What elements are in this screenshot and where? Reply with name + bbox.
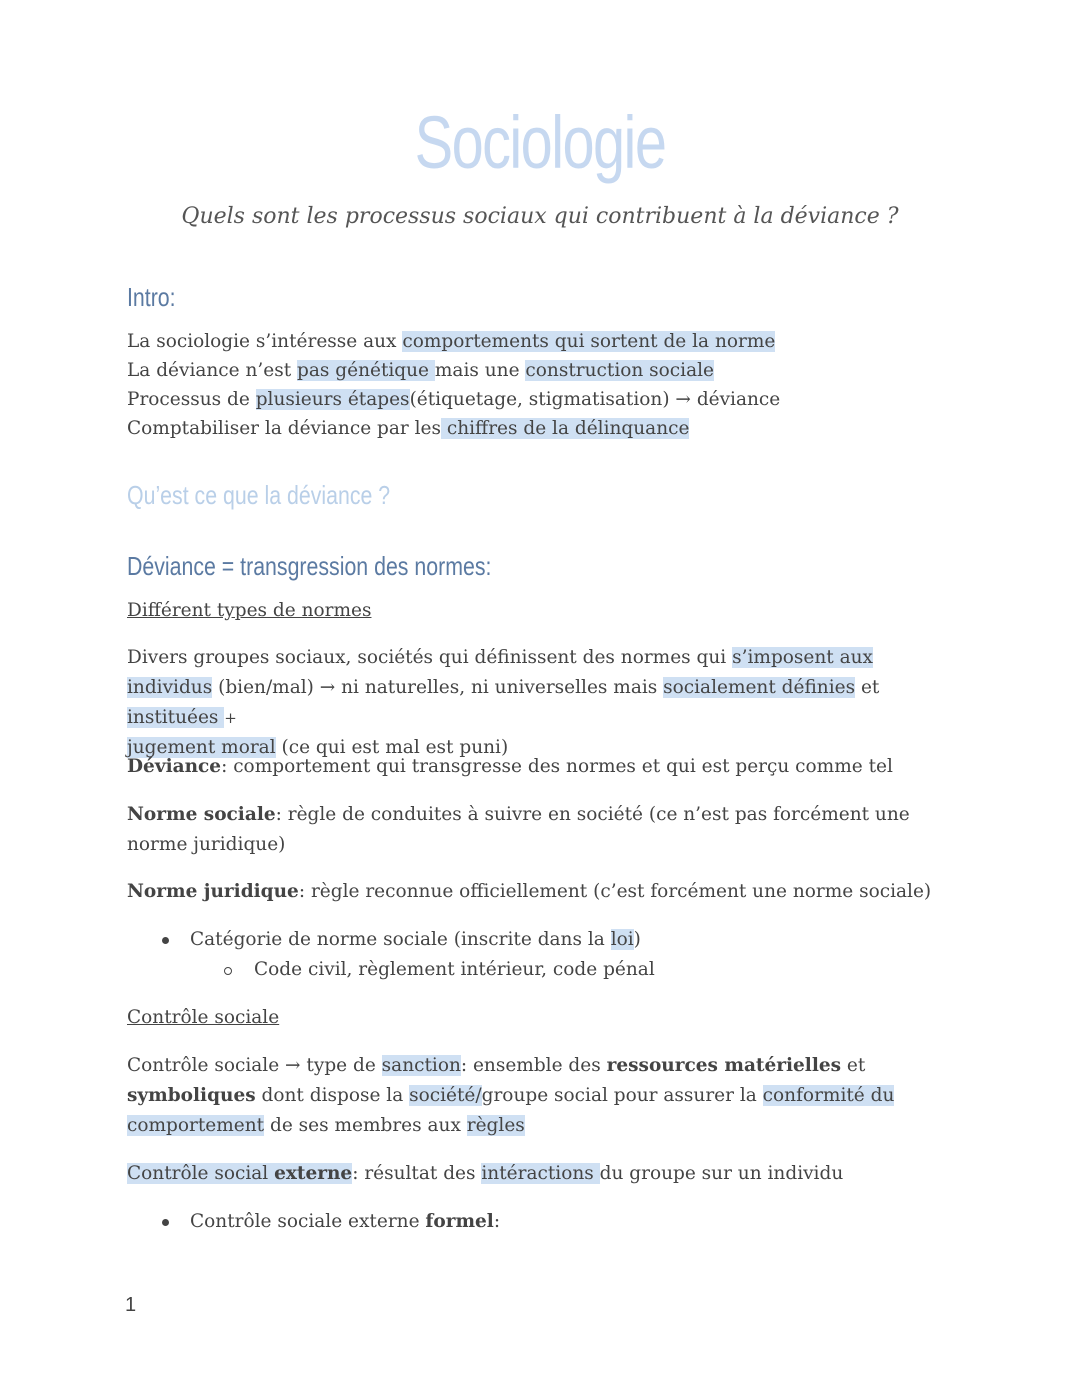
bold-text: formel: [425, 1211, 494, 1232]
types-subheading: Différent types de normes: [127, 600, 372, 621]
bold-text: symboliques: [127, 1085, 256, 1106]
text: Comptabiliser la déviance par les: [127, 418, 441, 439]
text: +: [224, 709, 237, 727]
text: Divers groupes sociaux, sociétés qui définissent des normes qui: [127, 647, 733, 668]
text: du groupe sur un individu: [599, 1163, 844, 1184]
highlight: comportements qui sortent de la norme: [402, 331, 776, 352]
text: Catégorie de norme sociale (inscrite dans la: [190, 929, 611, 950]
bullet-list: [190, 1207, 500, 1237]
text: : résultat des: [352, 1163, 482, 1184]
text: (étiquetage, stigmatisation) → déviance: [409, 389, 781, 410]
types-paragraph: [127, 643, 957, 763]
text: :: [493, 1211, 501, 1232]
list-item: [254, 955, 655, 985]
sub-bullet-list: [254, 955, 655, 985]
section-heading: Qu’est ce que la déviance ?: [127, 480, 391, 510]
intro-line-1: [127, 327, 957, 356]
text: de ses membres aux: [264, 1115, 467, 1136]
deviance-heading: Déviance = transgression des normes:: [127, 551, 492, 581]
circle-bullet-icon: [224, 967, 232, 975]
text: La déviance n’est: [127, 360, 298, 381]
highlight: socialement définies: [663, 677, 856, 698]
highlight: pas génétique: [297, 360, 435, 381]
text: Contrôle sociale externe: [190, 1211, 426, 1232]
controle-subheading: Contrôle sociale: [127, 1007, 280, 1028]
text: Contrôle social: [127, 1163, 275, 1184]
text: et: [841, 1055, 866, 1076]
highlight: sanction: [381, 1055, 461, 1076]
text: : règle reconnue officiellement (c’est forcément une norme sociale): [298, 881, 932, 902]
intro-line-4: [127, 414, 957, 443]
highlight: plusieurs étapes: [255, 389, 410, 410]
bold-text: externe: [274, 1163, 353, 1184]
bullet-icon: [162, 1219, 169, 1226]
highlight: [127, 1163, 352, 1184]
intro-line-2: [127, 356, 957, 385]
page-title: Sociologie: [414, 101, 666, 184]
bullet-list: [190, 925, 641, 955]
highlight: chiffres de la délinquance: [440, 418, 690, 439]
text: dont dispose la: [255, 1085, 410, 1106]
term: Norme juridique: [127, 881, 299, 902]
text: Processus de: [127, 389, 256, 410]
definition-deviance: [127, 752, 957, 782]
text: (ce qui est mal est puni): [275, 737, 509, 758]
highlight: instituées: [127, 707, 225, 728]
highlight: loi: [610, 929, 634, 950]
text: : règle de conduites à suivre en société (ce n’est pas forcément une norme juridique): [127, 804, 910, 855]
text: ): [633, 929, 641, 950]
text: (bien/mal) → ni naturelles, ni universelles mais: [212, 677, 664, 698]
page-number: 1: [125, 1294, 137, 1316]
highlight: règles: [466, 1115, 525, 1136]
list-item: [190, 925, 641, 955]
term: Norme sociale: [127, 804, 276, 825]
term: Déviance: [127, 756, 222, 777]
definition-norme-sociale: [127, 800, 957, 860]
text: groupe social pour assurer la: [481, 1085, 763, 1106]
text: : ensemble des: [460, 1055, 607, 1076]
highlight: construction sociale: [525, 360, 714, 381]
intro-paragraph: [127, 327, 957, 443]
highlight: conformité du comportement: [127, 1085, 895, 1136]
highlight: jugement moral: [127, 737, 276, 758]
highlight: intéractions: [481, 1163, 600, 1184]
text: Code civil, règlement intérieur, code pénal: [254, 959, 655, 980]
highlight: société/: [409, 1085, 482, 1106]
text: Contrôle sociale → type de: [127, 1055, 382, 1076]
definition-norme-juridique: [127, 877, 957, 907]
bullet-icon: [162, 937, 169, 944]
text: et: [855, 677, 880, 698]
text: La sociologie s’intéresse aux: [127, 331, 403, 352]
text: : comportement qui transgresse des normes et qui est perçu comme tel: [221, 756, 893, 777]
highlight: s’imposent aux individus: [127, 647, 873, 698]
intro-line-3: [127, 385, 957, 414]
list-item: [190, 1207, 500, 1237]
controle-paragraph: [127, 1051, 897, 1141]
text: mais une: [434, 360, 526, 381]
page-subtitle: Quels sont les processus sociaux qui contribuent à la déviance ?: [181, 204, 899, 229]
intro-heading: Intro:: [127, 282, 176, 312]
controle-externe: [127, 1159, 957, 1189]
bold-text: ressources matérielles: [606, 1055, 842, 1076]
